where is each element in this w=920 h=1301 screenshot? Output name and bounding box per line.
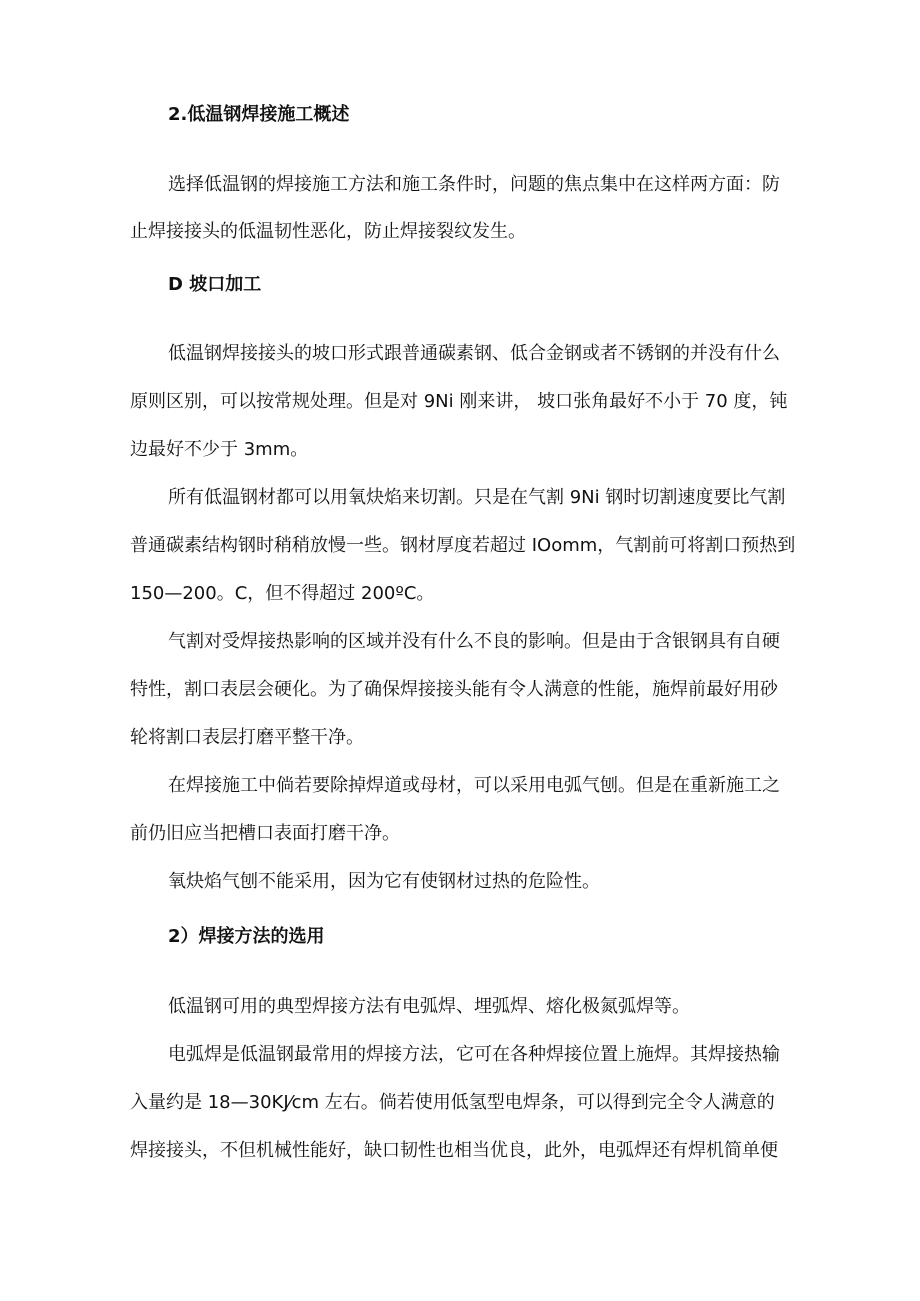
paragraph-line: 入量约是 18—30KJ⁄cm 左右。倘若使用低氢型电焊条，可以得到完全令人满意的 <box>130 1092 775 1113</box>
paragraph-line: 150—200。C，但不得超过 200ºC。 <box>130 583 435 604</box>
paragraph-line: 边最好不少于 3mm。 <box>130 439 309 460</box>
paragraph-line: 氧炔焰气刨不能采用，因为它有使钢材过热的危险性。 <box>168 871 600 892</box>
paragraph-line: 前仍旧应当把槽口表面打磨干净。 <box>130 823 400 844</box>
paragraph-line: 特性，割口表层会硬化。为了确保焊接接头能有令人满意的性能，施焊前最好用砂 <box>130 679 778 700</box>
paragraph-line: 止焊接接头的低温韧性恶化，防止焊接裂纹发生。 <box>130 221 526 242</box>
section-heading: 2）焊接方法的选用 <box>168 926 325 947</box>
paragraph-line: 原则区别，可以按常规处理。但是对 9Ni 刚来讲， 坡口张角最好不小于 70 度，钝 <box>130 391 788 412</box>
paragraph-line: 电弧焊是低温钢最常用的焊接方法，它可在各种焊接位置上施焊。其焊接热输 <box>168 1044 780 1065</box>
paragraph-line: 选择低温钢的焊接施工方法和施工条件时，问题的焦点集中在这样两方面：防 <box>168 174 780 195</box>
section-heading: 2.低温钢焊接施工概述 <box>168 104 350 125</box>
paragraph-line: 普通碳素结构钢时稍稍放慢一些。钢材厚度若超过 IOomm，气割前可将割口预热到 <box>130 535 796 556</box>
paragraph-line: 轮将割口表层打磨平整干净。 <box>130 727 364 748</box>
paragraph-line: 气割对受焊接热影响的区域并没有什么不良的影响。但是由于含银钢具有自硬 <box>168 631 780 652</box>
paragraph-line: 低温钢焊接接头的坡口形式跟普通碳素钢、低合金钢或者不锈钢的并没有什么 <box>168 343 780 364</box>
paragraph-line: 在焊接施工中倘若要除掉焊道或母材，可以采用电弧气刨。但是在重新施工之 <box>168 775 780 796</box>
paragraph-line: 低温钢可用的典型焊接方法有电弧焊、埋弧焊、熔化极氮弧焊等。 <box>168 996 690 1017</box>
section-heading: D 坡口加工 <box>168 274 262 295</box>
paragraph-line: 焊接接头，不但机械性能好，缺口韧性也相当优良，此外，电弧焊还有焊机简单便 <box>130 1140 778 1161</box>
paragraph-line: 所有低温钢材都可以用氧炔焰来切割。只是在气割 9Ni 钢时切割速度要比气割 <box>168 487 786 508</box>
